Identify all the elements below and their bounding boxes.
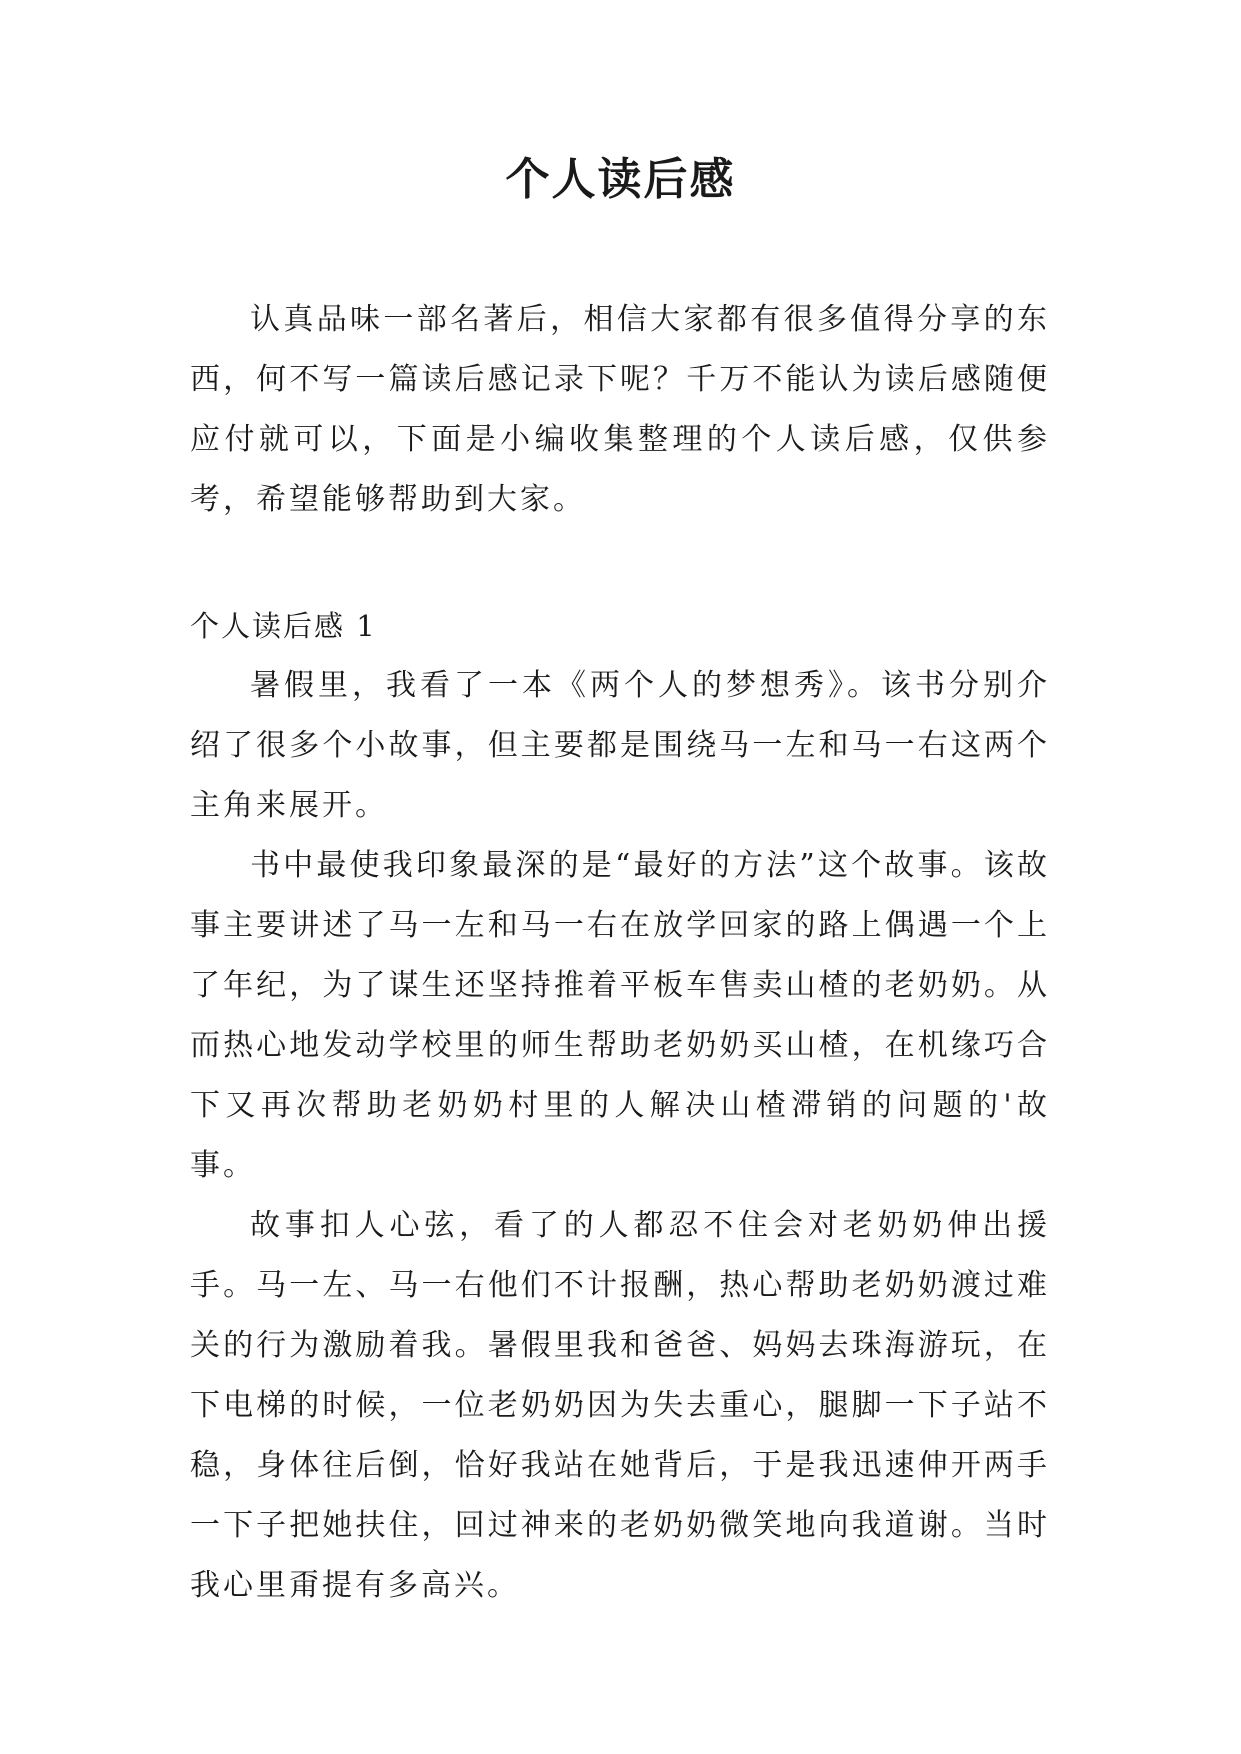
section-heading: 个人读后感 1: [190, 609, 377, 643]
document-body: [190, 290, 1050, 1616]
document-title: 个人读后感: [505, 154, 736, 205]
body-paragraph-2: 书中最使我印象最深的是“最好的方法”这个故事。该故事主要讲述了马一左和马一右在放学回家的路上偶遇一个上了年纪，为了谋生还坚持推着平板车售卖山楂的老奶奶。从而热心地发动学校里的师生帮助老奶奶买山楂，在机缘巧合下又再次帮助老奶奶村里的人解决山楂滞销的问题的'故事。: [190, 848, 1050, 1183]
intro-paragraph: 认真品味一部名著后，相信大家都有很多值得分享的东西，何不写一篇读后感记录下呢？千万不能认为读后感随便应付就可以，下面是小编收集整理的个人读后感，仅供参考，希望能够帮助到大家。: [190, 302, 1050, 517]
body-paragraph-3: 故事扣人心弦，看了的人都忍不住会对老奶奶伸出援手。马一左、马一右他们不计报酬，热心帮助老奶奶渡过难关的行为激励着我。暑假里我和爸爸、妈妈去珠海游玩，在下电梯的时候，一位老奶奶因为失去重心，腿脚一下子站不稳，身体往后倒，恰好我站在她背后，于是我迅速伸开两手一下子把她扶住，回过神来的老奶奶微笑地向我道谢。当时我心里甭提有多高兴。: [190, 1208, 1050, 1603]
body-paragraph-1: 暑假里，我看了一本《两个人的梦想秀》。该书分别介绍了很多个小故事，但主要都是围绕马一左和马一右这两个主角来展开。: [190, 668, 1050, 823]
